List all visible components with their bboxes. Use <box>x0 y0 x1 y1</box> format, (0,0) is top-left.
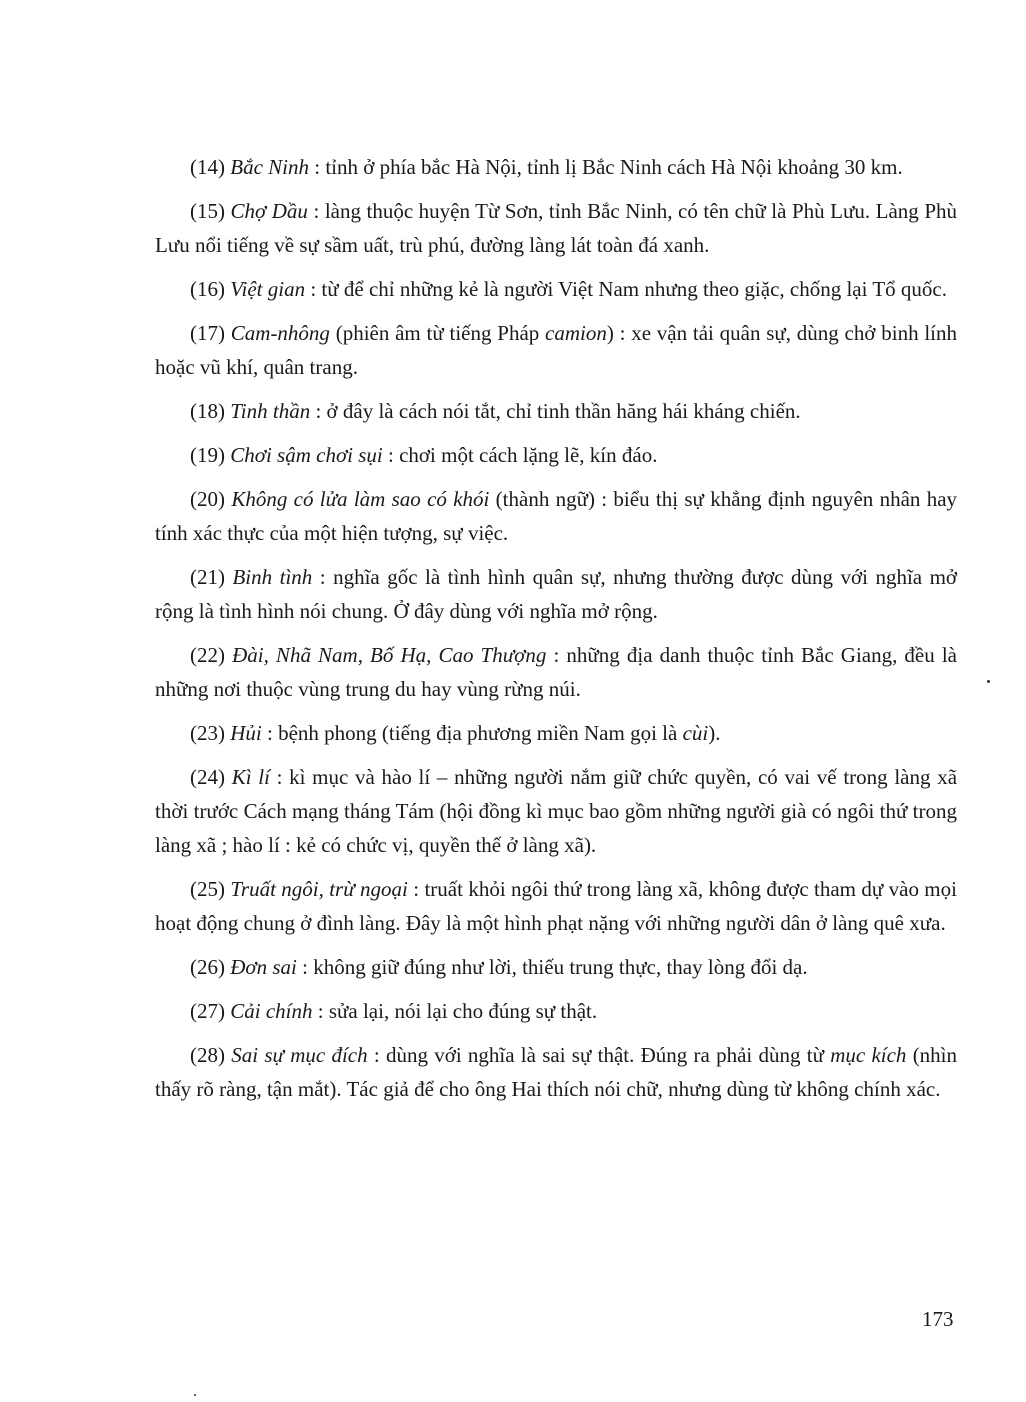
footnote-number: (19) <box>190 443 225 467</box>
footnote-number: (16) <box>190 277 225 301</box>
footnote-number: (25) <box>190 877 225 901</box>
footnote-number: (17) <box>190 321 225 345</box>
footnote-term: Truất ngôi, trừ ngoại <box>230 877 408 901</box>
footnote-text: : ở đây là cách nói tắt, chỉ tinh thần hăng hái kháng chiến. <box>310 399 801 423</box>
footnote-15 <box>155 194 957 262</box>
footnote-text: : sửa lại, nói lại cho đúng sự thật. <box>312 999 598 1023</box>
footnote-number: (24) <box>190 765 225 789</box>
footnote-text: : dùng với nghĩa là sai sự thật. Đúng ra phải dùng từ <box>367 1043 831 1067</box>
footnote-21 <box>155 560 957 628</box>
footnote-text: : kì mục và hào lí – những người nắm giữ chức quyền, có vai vế trong làng xã thời trước Cách mạng tháng Tám (hội đồng kì mục bao gồm những người già có ngôi thứ trong làng xã ; hào lí : kẻ có chức vị, quyền thế ở làng xã). <box>155 765 958 857</box>
footnote-16 <box>155 272 957 306</box>
footnote-26 <box>155 950 957 984</box>
footnote-text: : bệnh phong (tiếng địa phương miền Nam gọi là <box>261 721 683 745</box>
footnotes-list <box>155 150 957 1116</box>
footnote-14 <box>155 150 957 184</box>
footnote-term: Đơn sai <box>230 955 297 979</box>
footnote-text: : tỉnh ở phía bắc Hà Nội, tỉnh lị Bắc Ninh cách Hà Nội khoảng 30 km. <box>309 155 903 179</box>
footnote-17 <box>155 316 957 384</box>
footnote-text-continued: ). <box>708 721 721 745</box>
footnote-number: (28) <box>190 1043 225 1067</box>
footnote-25 <box>155 872 957 940</box>
scan-speck <box>987 680 990 683</box>
footnote-22 <box>155 638 957 706</box>
footnote-19 <box>155 438 957 472</box>
footnote-18 <box>155 394 957 428</box>
footnote-20 <box>155 482 957 550</box>
footnote-text: : chơi một cách lặng lẽ, kín đáo. <box>382 443 658 467</box>
footnote-28 <box>155 1038 957 1106</box>
footnote-term-secondary: cùi <box>682 721 709 745</box>
footnote-text: : từ để chỉ những kẻ là người Việt Nam nhưng theo giặc, chống lại Tổ quốc. <box>305 277 947 301</box>
footnote-text: (phiên âm từ tiếng Pháp <box>329 321 546 345</box>
footnote-23 <box>155 716 957 750</box>
footnote-text-continued: ) : xe vận tải quân sự, dùng chở binh lính hoặc vũ khí, quân trang. <box>155 321 958 379</box>
footnote-term: Cam-nhông <box>230 321 330 345</box>
footnote-term: Kì lí <box>231 765 270 789</box>
footnote-text: : nghĩa gốc là tình hình quân sự, nhưng thường được dùng với nghĩa mở rộng là tình hình nói chung. Ở đây dùng với nghĩa mở rộng. <box>155 565 958 623</box>
footnote-number: (26) <box>190 955 225 979</box>
footnote-term: Hủi <box>230 721 262 745</box>
footnote-term: Bắc Ninh <box>230 155 309 179</box>
footnote-term: Cải chính <box>230 999 313 1023</box>
footnote-number: (20) <box>190 487 225 511</box>
footnote-term: Tinh thần <box>230 399 311 423</box>
footnote-text: (thành ngữ) : biểu thị sự khẳng định nguyên nhân hay tính xác thực của một hiện tượng, sự việc. <box>155 487 958 545</box>
footnote-term: Việt gian <box>230 277 306 301</box>
footnote-text: : những địa danh thuộc tỉnh Bắc Giang, đều là những nơi thuộc vùng trung du hay vùng rừng núi. <box>155 643 958 701</box>
footnote-term: Chơi sậm chơi sụi <box>230 443 383 467</box>
footnote-number: (22) <box>190 643 225 667</box>
footnote-number: (21) <box>190 565 225 589</box>
footnote-number: (18) <box>190 399 225 423</box>
footnote-term: Không có lửa làm sao có khói <box>231 487 490 511</box>
scan-speck <box>194 1394 196 1396</box>
footnote-term: Sai sự mục đích <box>231 1043 368 1067</box>
footnote-number: (23) <box>190 721 225 745</box>
footnote-text: : truất khỏi ngôi thứ trong làng xã, không được tham dự vào mọi hoạt động chung ở đình làng. Đây là một hình phạt nặng với những người dân ở làng quê xưa. <box>155 877 957 935</box>
footnote-term: Đài, Nhã Nam, Bố Hạ, Cao Thượng <box>232 643 547 667</box>
footnote-term: Chợ Dầu <box>230 199 308 223</box>
footnote-27 <box>155 994 957 1028</box>
footnote-text: : không giữ đúng như lời, thiếu trung thực, thay lòng đổi dạ. <box>296 955 808 979</box>
footnote-number: (27) <box>190 999 225 1023</box>
footnote-text: : làng thuộc huyện Từ Sơn, tỉnh Bắc Ninh, có tên chữ là Phù Lưu. Làng Phù Lưu nổi tiếng về sự sầm uất, trù phú, đường làng lát toàn đá xanh. <box>155 199 957 257</box>
footnote-term: Binh tình <box>232 565 313 589</box>
footnote-24 <box>155 760 957 862</box>
footnote-term-secondary: camion <box>545 321 607 345</box>
footnote-text-continued: (nhìn thấy rõ ràng, tận mắt). Tác giả để cho ông Hai thích nói chữ, nhưng dùng từ không chính xác. <box>155 1043 958 1101</box>
footnote-number: (14) <box>190 155 225 179</box>
footnote-number: (15) <box>190 199 225 223</box>
page-number: 173 <box>922 1307 954 1331</box>
footnote-term-secondary: mục kích <box>830 1043 907 1067</box>
